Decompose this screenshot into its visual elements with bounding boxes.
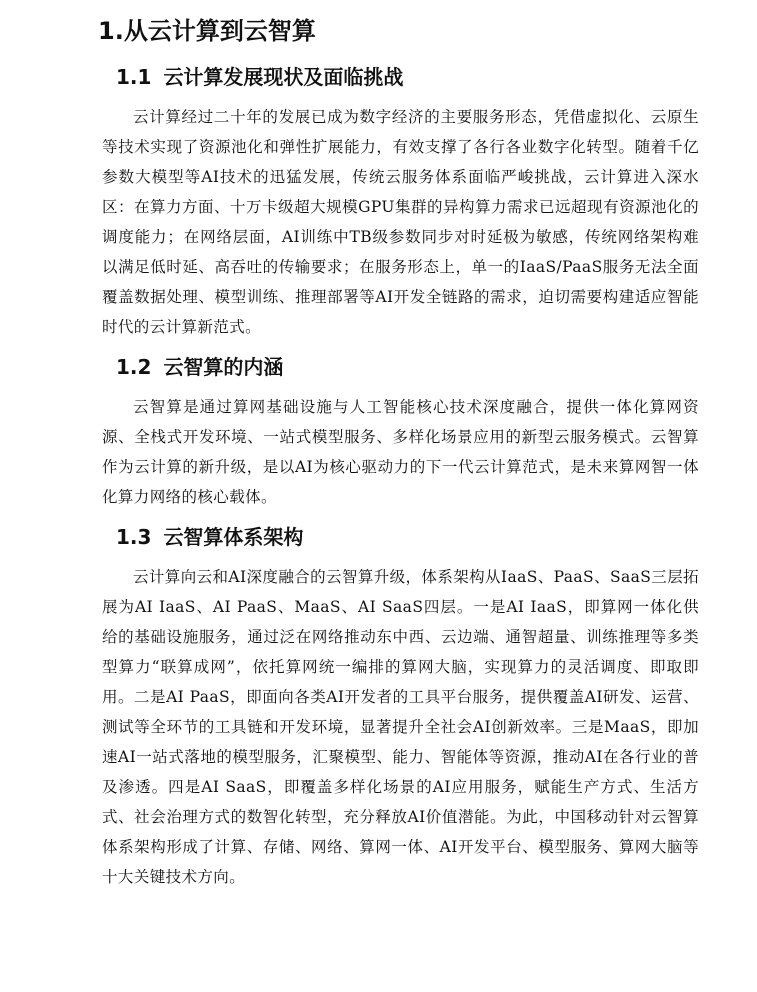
chapter-heading: 1.从云计算到云智算 (98, 17, 316, 45)
section-paragraph: 云计算经过二十年的发展已成为数字经济的主要服务形态，凭借虚拟化、云原生等技术实现了资源池化和弹性扩展能力，有效支撑了各行各业数字化转型。随着千亿参数大模型等AI技术的迅猛发展，传统云服务体系面临严峻挑战，云计算进入深水区：在算力方面、十万卡级超大规模GPU集群的异构算力需求已远超现有资源池化的调度能力；在网络层面，AI训练中TB级参数同步对时延极为敏感，传统网络架构难以满足低时延、高吞吐的传输要求；在服务形态上，单一的IaaS/PaaS服务无法全面覆盖数据处理、模型训练、推理部署等AI开发全链路的需求，迫切需要构建适应智能时代的云计算新范式。 (102, 108, 699, 336)
section-title: 云计算发展现状及面临挑战 (163, 65, 404, 89)
section-heading (116, 62, 699, 92)
section-1-2 (102, 352, 699, 512)
section-number: 1.2 (116, 355, 152, 379)
section-1-3 (102, 522, 699, 892)
section-paragraph: 云智算是通过算网基础设施与人工智能核心技术深度融合，提供一体化算网资源、全栈式开发环境、一站式模型服务、多样化场景应用的新型云服务模式。云智算作为云计算的新升级，是以AI为核心驱动力的下一代云计算范式，是未来算网智一体化算力网络的核心载体。 (102, 398, 699, 506)
section-paragraph: 云计算向云和AI深度融合的云智算升级，体系架构从IaaS、PaaS、SaaS三层拓展为AI IaaS、AI PaaS、MaaS、AI SaaS四层。一是AI IaaS，即算网一体化供给的基础设施服务，通过泛在网络推动东中西、云边端、通智超量、训练推理等多类型算力“联算成网”，依托算网统一编排的算网大脑，实现算力的灵活调度、即取即用。二是AI PaaS，即面向各类AI开发者的工具平台服务，提供覆盖AI研发、运营、测试等全环节的工具链和开发环境，显著提升全社会AI创新效率。三是MaaS，即加速AI一站式落地的模型服务，汇聚模型、能力、智能体等资源，推动AI在各行业的普及渗透。四是AI SaaS，即覆盖多样化场景的AI应用服务，赋能生产方式、生活方式、社会治理方式的数智化转型，充分释放AI价值潜能。为此，中国移动针对云智算体系架构形成了计算、存储、网络、算网一体、AI开发平台、模型服务、算网大脑等十大关键技术方向。 (102, 568, 699, 886)
section-1-1 (102, 62, 699, 342)
section-number: 1.3 (116, 525, 152, 549)
section-number: 1.1 (116, 65, 152, 89)
section-heading (116, 352, 699, 382)
section-title: 云智算的内涵 (163, 355, 284, 379)
section-heading (116, 522, 699, 552)
section-title: 云智算体系架构 (163, 525, 304, 549)
